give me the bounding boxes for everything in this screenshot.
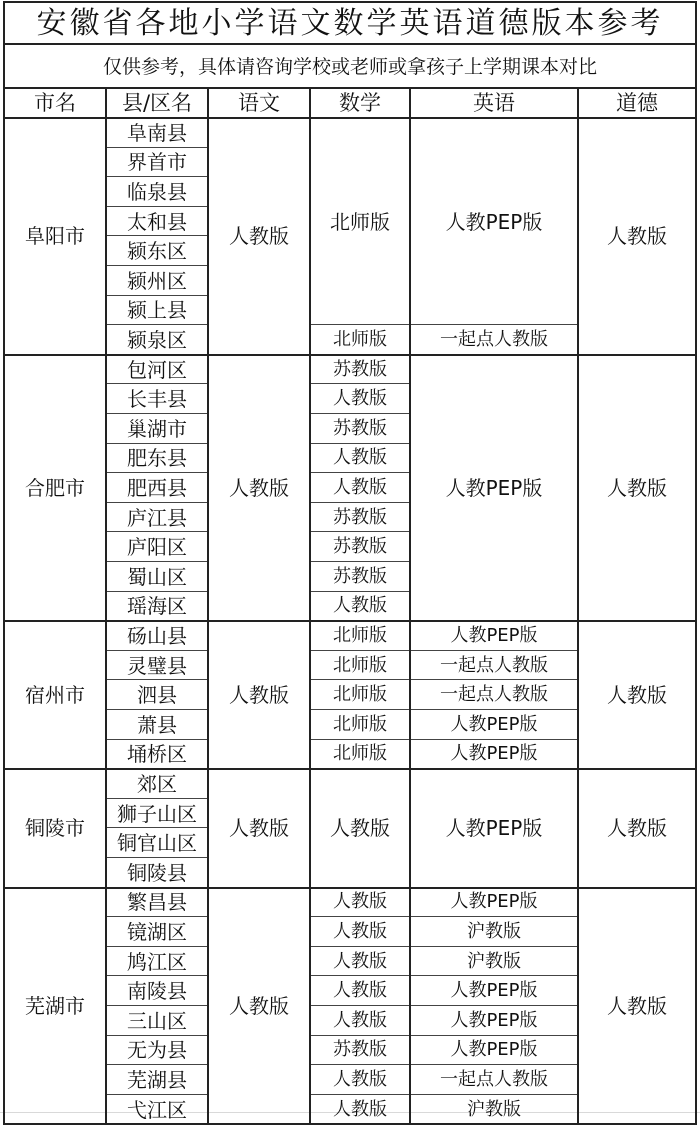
district-name: 阜南县: [127, 120, 187, 145]
district-name: 鸠江区: [127, 949, 187, 974]
city-name: 铜陵市: [25, 816, 85, 841]
city-name: 芜湖市: [25, 993, 85, 1018]
district-name: 灵璧县: [127, 653, 187, 678]
math-version: 人教版: [333, 476, 387, 498]
english-version: 人教PEP版: [450, 1039, 538, 1061]
math-version: 苏教版: [333, 417, 387, 439]
page-title: 安徽省各地小学语文数学英语道德版本参考: [36, 6, 664, 41]
math-version: 北师版: [333, 743, 387, 765]
math-version: 人教版: [333, 1098, 387, 1120]
math-version: 人教版: [333, 1068, 387, 1090]
district-name: 巢湖市: [127, 416, 187, 441]
district-name: 蜀山区: [127, 564, 187, 589]
chinese-version: 人教版: [229, 816, 289, 841]
math-version: 苏教版: [333, 565, 387, 587]
chinese-version: 人教版: [229, 683, 289, 708]
header-district: 县/区名: [121, 90, 193, 115]
english-version: 人教PEP版: [450, 743, 538, 765]
table-border-right: [695, 1, 697, 1125]
district-name: 铜官山区: [117, 831, 197, 856]
math-version: 人教版: [333, 920, 387, 942]
table-border-top: [4, 1, 696, 3]
math-version: 苏教版: [333, 358, 387, 380]
district-name: 无为县: [127, 1038, 187, 1063]
district-name: 繁昌县: [127, 890, 187, 915]
english-version: 一起点人教版: [440, 1068, 548, 1090]
district-name: 铜陵县: [127, 860, 187, 885]
morality-version: 人教版: [607, 224, 667, 249]
column-divider: [105, 88, 107, 1125]
english-version: 一起点人教版: [440, 328, 548, 350]
english-version: 人教PEP版: [445, 209, 543, 234]
math-version: 北师版: [333, 328, 387, 350]
district-name: 界首市: [127, 150, 187, 175]
math-version: 人教版: [333, 891, 387, 913]
math-version: 苏教版: [333, 506, 387, 528]
district-name: 瑶海区: [127, 594, 187, 619]
english-version: 人教PEP版: [450, 891, 538, 913]
morality-version: 人教版: [607, 816, 667, 841]
math-version: 人教版: [333, 595, 387, 617]
district-name: 包河区: [127, 357, 187, 382]
header-english: 英语: [473, 90, 515, 115]
district-name: 芜湖县: [127, 1067, 187, 1092]
district-name: 肥西县: [127, 475, 187, 500]
english-version: 人教PEP版: [450, 624, 538, 646]
district-name: 镜湖区: [127, 919, 187, 944]
header-chinese: 语文: [238, 90, 280, 115]
district-name: 颍上县: [127, 298, 187, 323]
district-name: 南陵县: [127, 979, 187, 1004]
math-version: 北师版: [333, 713, 387, 735]
english-version: 人教PEP版: [445, 816, 543, 841]
district-name: 颍州区: [127, 268, 187, 293]
column-divider: [207, 88, 209, 1125]
district-name: 颍泉区: [127, 327, 187, 352]
english-version: 人教PEP版: [445, 475, 543, 500]
chinese-version: 人教版: [229, 993, 289, 1018]
title-divider: [4, 43, 696, 45]
column-divider: [309, 88, 311, 1125]
header-math: 数学: [339, 90, 381, 115]
english-version: 沪教版: [467, 920, 521, 942]
city-name: 宿州市: [25, 683, 85, 708]
math-version: 北师版: [333, 624, 387, 646]
district-name: 萧县: [137, 712, 177, 737]
morality-version: 人教版: [607, 683, 667, 708]
district-name: 弋江区: [127, 1097, 187, 1122]
district-name: 埇桥区: [127, 742, 187, 767]
english-version: 一起点人教版: [440, 684, 548, 706]
math-version: 北师版: [333, 654, 387, 676]
column-divider: [577, 88, 579, 1125]
english-version: 人教PEP版: [450, 1009, 538, 1031]
table-border-left: [3, 1, 5, 1125]
math-version: 北师版: [330, 209, 390, 234]
math-version: 苏教版: [333, 536, 387, 558]
math-version: 人教版: [333, 980, 387, 1002]
english-version: 人教PEP版: [450, 713, 538, 735]
math-version: 苏教版: [333, 1039, 387, 1061]
math-version: 人教版: [330, 816, 390, 841]
city-name: 阜阳市: [25, 224, 85, 249]
math-version: 北师版: [333, 684, 387, 706]
district-name: 泗县: [137, 683, 177, 708]
morality-version: 人教版: [607, 475, 667, 500]
math-version: 人教版: [333, 950, 387, 972]
district-name: 狮子山区: [117, 801, 197, 826]
district-name: 太和县: [127, 209, 187, 234]
table-note: 仅供参考，具体请咨询学校或老师或拿孩子上学期课本对比: [102, 55, 597, 78]
city-name: 合肥市: [25, 475, 85, 500]
chinese-version: 人教版: [229, 224, 289, 249]
header-city: 市名: [34, 90, 76, 115]
district-name: 庐阳区: [127, 535, 187, 560]
chinese-version: 人教版: [229, 475, 289, 500]
english-version: 沪教版: [467, 950, 521, 972]
district-name: 三山区: [127, 1008, 187, 1033]
english-version: 沪教版: [467, 1098, 521, 1120]
district-name: 郊区: [137, 771, 177, 796]
district-name: 砀山县: [127, 623, 187, 648]
district-name: 颍东区: [127, 239, 187, 264]
english-version: 人教PEP版: [450, 980, 538, 1002]
district-name: 肥东县: [127, 446, 187, 471]
header-morality: 道德: [616, 90, 658, 115]
english-version: 一起点人教版: [440, 654, 548, 676]
math-version: 人教版: [333, 388, 387, 410]
district-name: 长丰县: [127, 387, 187, 412]
district-name: 临泉县: [127, 179, 187, 204]
column-divider: [409, 88, 411, 1125]
math-version: 人教版: [333, 447, 387, 469]
math-version: 人教版: [333, 1009, 387, 1031]
morality-version: 人教版: [607, 993, 667, 1018]
district-name: 庐江县: [127, 505, 187, 530]
